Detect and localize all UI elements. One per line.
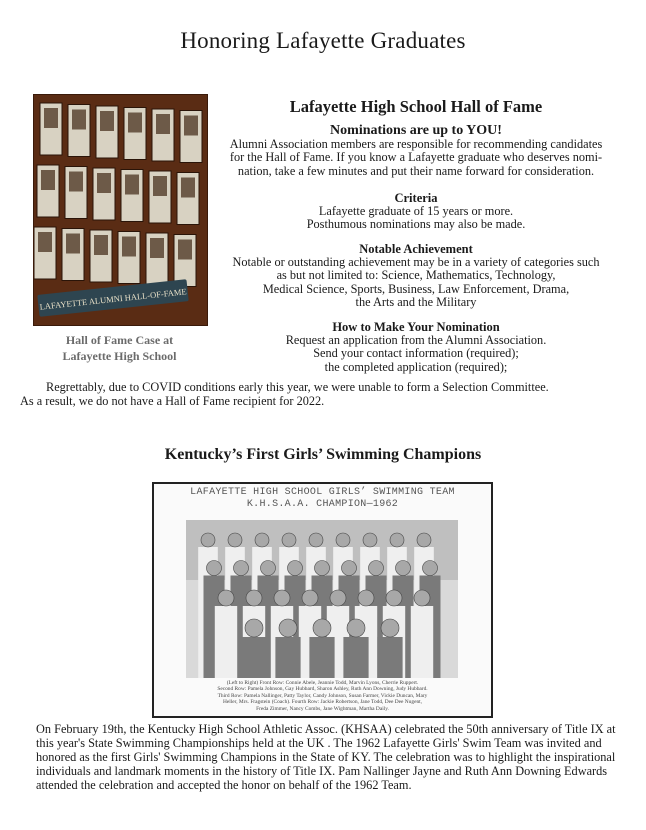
covid-notice	[18, 380, 628, 408]
criteria-section	[226, 192, 606, 232]
team-member-head	[218, 590, 234, 606]
team-member-head	[417, 533, 431, 547]
team-member-head	[396, 561, 411, 576]
team-member-head	[302, 590, 318, 606]
team-member-head	[228, 533, 242, 547]
hall-of-fame-heading: Lafayette High School Hall of Fame	[289, 97, 543, 116]
article-line: On February 19th, the Kentucky High School Athletic Assoc. (KHSAA) celebrated the 50th anniversary of Title IX at	[36, 722, 616, 736]
portrait	[100, 111, 114, 131]
notice-line-2: As a result, we do not have a Hall of Fame recipient for 2022.	[20, 394, 325, 408]
article-line: attended the celebration and accepted the honor on behalf of the 1962 Team.	[36, 778, 412, 792]
nominations-line: nation, take a few minutes and put their name forward for consideration.	[237, 163, 595, 178]
team-member-body	[275, 637, 300, 678]
team-photo-credits	[182, 680, 463, 712]
portrait	[122, 237, 136, 257]
achievement-line: Notable or outstanding achievement may be in a variety of categories such	[232, 255, 600, 270]
nominations-line: for the Hall of Fame. If you know a Lafayette graduate who deserves nomi-	[229, 150, 603, 165]
team-member-head	[336, 533, 350, 547]
credits-line: (Left to Right) Front Row: Connie Abele, Jeannie Todd, Marvin Lyons, Cherrie Ruppert.	[226, 680, 419, 686]
criteria-line: Posthumous nominations may also be made.	[306, 217, 526, 232]
article-line: individuals and landmark moments in the history of Title IX. Pam Nallinger Jayne and Ruth Ann Downing Edwards	[36, 764, 608, 778]
how-to-heading: How to Make Your Nomination	[332, 320, 500, 334]
team-member-head	[330, 590, 346, 606]
nominations-line: Alumni Association members are responsible for recommending candidates	[229, 137, 603, 152]
photo-caption	[33, 332, 206, 364]
team-member-head	[414, 590, 430, 606]
team-member-body	[377, 637, 402, 678]
nominations-section	[226, 124, 606, 178]
achievement-line: Medical Science, Sports, Business, Law Enforcement, Drama,	[262, 281, 570, 296]
banner-line-1: LAFAYETTE HIGH SCHOOL GIRLS’ SWIMMING TEAM	[190, 487, 455, 498]
team-member-body	[309, 637, 334, 678]
portrait	[66, 234, 80, 254]
portrait	[128, 113, 142, 133]
team-member-head	[358, 590, 374, 606]
team-member-head	[313, 619, 331, 637]
portrait	[94, 235, 108, 255]
team-member-head	[390, 533, 404, 547]
portrait	[41, 170, 55, 190]
plaque-text: LAFAYETTE ALUMNI HALL-OF-FAME	[39, 286, 188, 312]
team-member-head	[246, 590, 262, 606]
team-photo-banner	[154, 487, 491, 511]
credits-line: Freda Zimmer, Nancy Combs, Jane Wightman, Martha Daily.	[256, 705, 389, 712]
portrait	[184, 116, 198, 136]
achievement-line: the Arts and the Military	[355, 294, 477, 309]
team-member-head	[279, 619, 297, 637]
portrait	[153, 176, 167, 196]
team-member-head	[386, 590, 402, 606]
how-to-line: Request an application from the Alumni Association.	[285, 333, 547, 348]
team-member-head	[245, 619, 263, 637]
team-member-head	[347, 619, 365, 637]
portrait	[156, 114, 170, 134]
criteria-line: Lafayette graduate of 15 years or more.	[318, 204, 514, 219]
portrait	[150, 238, 164, 258]
team-member-head	[309, 533, 323, 547]
portrait	[69, 172, 83, 192]
team-member-head	[282, 533, 296, 547]
team-member-head	[381, 619, 399, 637]
page-title: Honoring Lafayette Graduates	[180, 28, 466, 53]
team-member-head	[234, 561, 249, 576]
criteria-heading: Criteria	[394, 191, 438, 205]
team-member-head	[288, 561, 303, 576]
team-member-body	[241, 637, 266, 678]
team-member-head	[363, 533, 377, 547]
caption-line-1: Hall of Fame Case at	[65, 333, 174, 347]
achievement-heading: Notable Achievement	[359, 242, 473, 256]
how-to-line: Send your contact information (required);	[313, 346, 519, 361]
credits-line: Third Row: Pamela Nallinger, Patty Taylor, Candy Johnson, Susan Farmer, Vickie Duncan, Mary	[217, 692, 428, 699]
team-member-body	[343, 637, 368, 678]
caption-line-2: Lafayette High School	[62, 349, 177, 363]
achievement-section	[226, 243, 606, 309]
how-to-section	[226, 321, 606, 374]
swimming-heading: Kentucky’s First Girls’ Swimming Champions	[164, 446, 482, 463]
credits-line: Heller, Mrs. Fragstein (Coach). Fourth Row: Jackie Robertson, Jane Todd, Dee Dee Nugent,	[222, 699, 422, 706]
team-member-body	[411, 606, 433, 678]
team-member-head	[207, 561, 222, 576]
article-line: this year's State Swimming Championships held at the UK . The 1962 Lafayette Girls' Swim Team was invited and	[36, 736, 602, 750]
hall-of-fame-case-photo	[33, 94, 208, 326]
team-member-head	[261, 561, 276, 576]
banner-line-2: K.H.S.A.A. CHAMPION—1962	[246, 499, 399, 510]
swimming-article	[36, 722, 628, 792]
team-member-head	[255, 533, 269, 547]
nominations-heading: Nominations are up to YOU!	[330, 123, 502, 138]
how-to-line: the completed application (required);	[324, 359, 508, 374]
article-line: honored as the first Girls' Swimming Champions in the State of KY. The celebration was to highlight the inspirational	[36, 750, 616, 764]
portrait	[38, 232, 52, 252]
portrait	[178, 240, 192, 260]
portrait	[44, 108, 58, 128]
team-member-head	[342, 561, 357, 576]
team-group-image	[186, 520, 458, 678]
team-member-head	[423, 561, 438, 576]
team-member-body	[215, 606, 237, 678]
portrait	[181, 178, 195, 198]
team-photo	[152, 482, 493, 718]
hall-of-fame-case-image	[34, 95, 207, 325]
portrait	[97, 173, 111, 193]
notice-line-1: Regrettably, due to COVID conditions early this year, we were unable to form a Selection Committee.	[46, 380, 549, 394]
credits-line: Second Row: Pamela Johnson, Gay Hubbard, Sharon Ashley, Ruth Ann Downing, Judy Hubbard.	[217, 686, 428, 693]
team-member-head	[201, 533, 215, 547]
portrait	[125, 175, 139, 195]
achievement-line: as but not limited to: Science, Mathematics, Technology,	[276, 268, 556, 283]
team-member-head	[274, 590, 290, 606]
team-member-head	[369, 561, 384, 576]
team-member-head	[315, 561, 330, 576]
portrait	[72, 110, 86, 130]
